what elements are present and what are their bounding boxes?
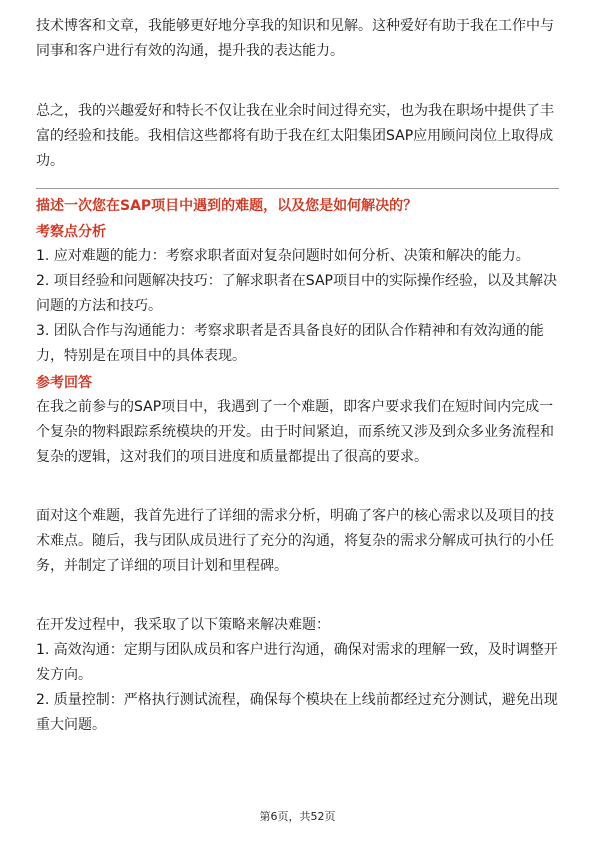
analysis-heading: 考察点分析	[36, 224, 106, 240]
document-page	[36, 14, 559, 738]
answer-paragraph-2: 面对这个难题，我首先进行了详细的需求分析，明确了客户的核心需求以及项目的技术难点。随后，我与团队成员进行了充分的沟通，将复杂的需求分解成可执行的小任务，并制定了详细的项目计划和里程碑。	[36, 508, 554, 574]
spacer	[36, 64, 559, 99]
spacer	[36, 579, 559, 613]
answer-paragraph-3: 在开发过程中，我采取了以下策略来解决难题：	[36, 617, 330, 633]
question-heading: 描述一次您在SAP项目中遇到的难题，以及您是如何解决的？	[36, 198, 418, 214]
strategy-item-1: 1. 高效沟通：定期与团队成员和客户进行沟通，确保对需求的理解一致，及时调整开发方向。	[36, 642, 558, 683]
analysis-item-1: 1. 应对难题的能力：考察求职者面对复杂问题时如何分析、决策和解决的能力。	[36, 248, 530, 264]
section-divider	[36, 188, 559, 189]
strategy-item-2: 2. 质量控制：严格执行测试流程，确保每个模块在上线前都经过充分测试，避免出现重大问题。	[36, 692, 558, 733]
intro-paragraph-2: 总之，我的兴趣爱好和特长不仅让我在业余时间过得充实，也为我在职场中提供了丰富的经验和技能。我相信这些都将有助于我在红太阳集团SAP应用顾问岗位上取得成功。	[36, 103, 554, 169]
analysis-item-2: 2. 项目经验和问题解决技巧：了解求职者在SAP项目中的实际操作经验，以及其解决问题的方法和技巧。	[36, 273, 557, 314]
spacer	[36, 470, 559, 504]
answer-heading: 参考回答	[36, 375, 92, 391]
answer-paragraph-1: 在我之前参与的SAP项目中，我遇到了一个难题，即客户要求我们在短时间内完成一个复杂的物料跟踪系统模块的开发。由于时间紧迫，而系统又涉及到众多业务流程和复杂的逻辑，这对我们的项目进度和质量都提出了很高的要求。	[36, 399, 554, 465]
intro-paragraph-1: 技术博客和文章，我能够更好地分享我的知识和见解。这种爱好有助于我在工作中与同事和客户进行有效的沟通，提升我的表达能力。	[36, 18, 554, 59]
analysis-item-3: 3. 团队合作与沟通能力：考察求职者是否具备良好的团队合作精神和有效沟通的能力，特别是在项目中的具体表现。	[36, 323, 544, 364]
page-number-footer: 第6页，共52页	[259, 810, 336, 823]
